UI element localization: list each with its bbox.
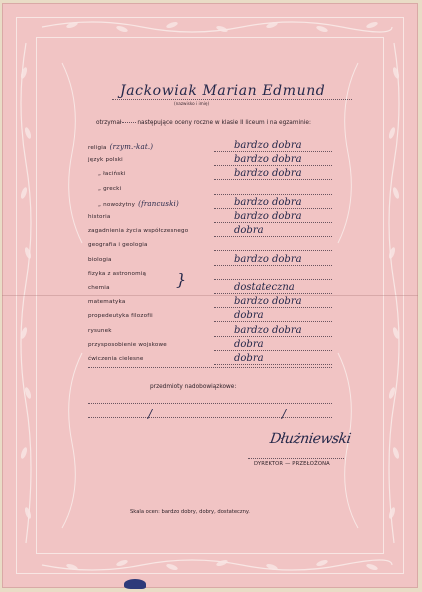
extra-subject-mark: / — [148, 407, 153, 421]
grading-scale: Skala ocen: bardzo dobry, dobry, dostateczny. — [130, 509, 250, 515]
subject-name: „ nowożytny — [98, 201, 136, 208]
subject-grade: bardzo dobra — [234, 196, 302, 208]
grade-bracket-mark: } — [176, 270, 187, 289]
grade-line — [214, 364, 332, 365]
subject-label — [88, 157, 123, 163]
grade-line — [214, 151, 332, 152]
subject-grade: dobra — [234, 310, 264, 322]
subject-row — [2, 225, 418, 239]
subject-label — [98, 171, 126, 177]
subject-row — [2, 183, 418, 197]
grade-line — [214, 179, 332, 180]
subject-name: „ łaciński — [98, 171, 126, 178]
subject-name: historia — [88, 214, 111, 220]
grade-line — [214, 350, 332, 351]
intro-dots — [122, 122, 136, 123]
subject-label — [88, 299, 125, 305]
signature-line — [248, 458, 344, 459]
student-name: Jackowiak Marian Edmund — [120, 83, 326, 99]
intro-suffix: następujące oceny roczne w klasie II liceum i na egzaminie: — [135, 120, 311, 126]
grade-line — [214, 279, 332, 280]
subject-label — [98, 200, 179, 208]
subject-row — [2, 339, 418, 353]
subject-row — [2, 168, 418, 182]
subject-row — [2, 197, 418, 211]
signature-caption: DYREKTOR — PRZEŁOŻONA — [254, 461, 330, 467]
subject-note: (rzym.-kat.) — [109, 143, 154, 151]
subject-row — [2, 296, 418, 310]
certificate-sheet — [2, 3, 418, 588]
subject-label — [88, 257, 112, 263]
subject-name: przysposobienie wojskowe — [88, 341, 167, 348]
student-name-line — [112, 99, 352, 100]
subject-row — [2, 325, 418, 339]
grade-line — [214, 165, 332, 166]
subject-label — [98, 186, 121, 192]
ink-stain — [124, 579, 146, 589]
subject-label — [88, 342, 167, 348]
grade-line — [214, 208, 332, 209]
subject-row — [2, 211, 418, 225]
grade-line — [214, 321, 332, 322]
subject-name: fizyka z astronomią — [88, 270, 147, 277]
subject-grade: bardzo dobra — [234, 296, 302, 308]
intro-sentence — [96, 120, 311, 126]
subject-name: religia — [88, 145, 107, 151]
grade-line — [214, 265, 332, 266]
subject-grade: bardzo dobra — [234, 154, 302, 166]
subject-grade: dobra — [234, 338, 264, 350]
extra-subject-line — [88, 403, 332, 404]
subject-row — [2, 310, 418, 324]
subject-row — [2, 154, 418, 168]
subject-grade: bardzo dobra — [234, 253, 302, 265]
subject-name: „ grecki — [98, 185, 122, 192]
subject-row — [2, 268, 418, 282]
subject-grade: bardzo dobra — [234, 324, 302, 336]
subject-name: język polski — [88, 157, 123, 164]
student-name-caption: (nazwisko i imię) — [174, 101, 210, 106]
extra-subject-mark: / — [282, 407, 287, 421]
subject-name: geografia i geologia — [88, 242, 148, 249]
subject-row — [2, 353, 418, 367]
subject-grade: bardzo dobra — [234, 168, 302, 180]
subject-name: chemia — [88, 285, 110, 291]
subject-row — [2, 239, 418, 253]
subject-name: matematyka — [88, 299, 126, 306]
subject-name: zagadnienia życia współczesnego — [88, 228, 189, 235]
subject-note: (francuski) — [138, 199, 179, 208]
grade-line — [214, 236, 332, 237]
subject-grade: bardzo dobra — [234, 140, 302, 151]
grade-line — [214, 307, 332, 308]
subject-name: biologia — [88, 256, 112, 263]
subject-row — [2, 140, 418, 154]
subject-label — [88, 242, 148, 248]
grade-line — [214, 194, 332, 195]
grade-line — [214, 336, 332, 337]
intro-prefix: otrzymał — [96, 120, 122, 126]
subject-label — [88, 356, 144, 362]
subject-name: rysunek — [88, 327, 112, 334]
grade-line — [214, 293, 332, 294]
subject-label — [88, 328, 112, 334]
subject-label — [88, 143, 153, 151]
subject-label — [88, 285, 110, 291]
extra-subject-line — [88, 417, 332, 418]
subject-row — [2, 282, 418, 296]
subject-grade: bardzo dobra — [234, 211, 302, 222]
subject-label — [88, 313, 153, 319]
subject-row — [2, 254, 418, 268]
grade-line — [214, 250, 332, 251]
subject-name: ćwiczenia cielesne — [88, 356, 144, 362]
director-signature: Dłużniewski — [268, 431, 352, 447]
subject-grade: dostateczna — [234, 282, 295, 293]
grade-line — [214, 222, 332, 223]
subject-label — [88, 228, 188, 234]
subject-label — [88, 271, 146, 277]
blank-line — [88, 367, 332, 368]
subject-grade: dobra — [234, 225, 264, 237]
subject-grade: dobra — [234, 353, 264, 364]
subject-label — [88, 214, 111, 220]
subject-name: propedeutyka filozofii — [88, 313, 153, 320]
extra-subjects-title: przedmioty nadobowiązkowe: — [150, 384, 237, 390]
